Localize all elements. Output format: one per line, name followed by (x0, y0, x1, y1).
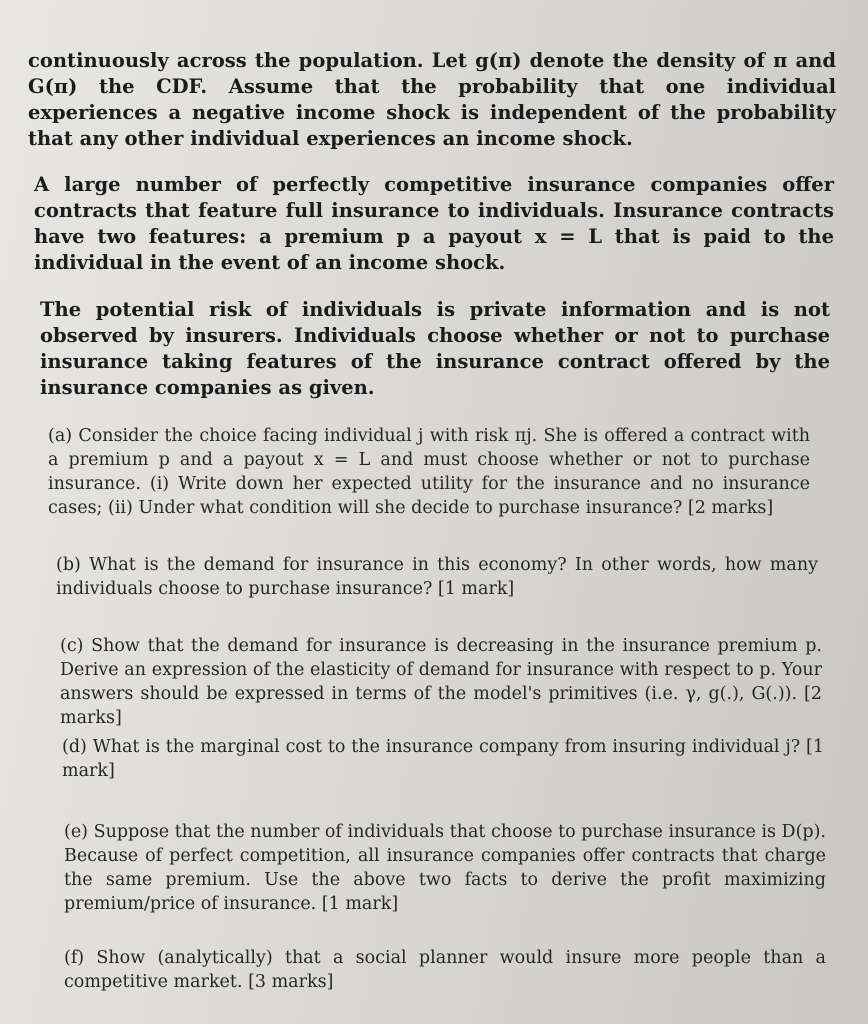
question-c: (c) Show that the demand for insurance is decreasing in the insurance premium p. Derive an expression of the elasticity of demand for insurance with respect to p. Your answers should be expressed in terms of the model's primitives (i.e. γ, g(.), G(.)). [2 marks] (60, 636, 822, 728)
private-information-paragraph: The potential risk of individuals is private information and is not observed by insurers. Individuals choose whether or not to purchase insurance taking features of the insurance contract offered by the insurance companies as given. (40, 298, 830, 399)
question-b: (b) What is the demand for insurance in this economy? In other words, how many individuals choose to purchase insurance? [1 mark] (56, 555, 818, 599)
question-d: (d) What is the marginal cost to the insurance company from insuring individual j? [1 mark] (62, 737, 824, 781)
question-e: (e) Suppose that the number of individuals that choose to purchase insurance is D(p). Because of perfect competition, all insurance companies offer contracts that charge the same premium. Use the above two facts to derive the profit maximizing premium/price of insurance. [1 mark] (64, 822, 826, 914)
question-a: (a) Consider the choice facing individual j with risk πj. She is offered a contract with a premium p and a payout x = L and must choose whether or not to purchase insurance. (i) Write down her expected utility for the insurance and no insurance cases; (ii) Under what condition will she decide to purchase insurance? [2 marks] (48, 426, 810, 518)
intro-paragraph: continuously across the population. Let g(π) denote the density of π and G(π) the CDF. Assume that the probability that one individual experiences a negative income shock is independent of the probability that any other individual experiences an income shock. (28, 49, 836, 150)
question-f: (f) Show (analytically) that a social planner would insure more people than a competitive market. [3 marks] (64, 948, 826, 992)
insurance-market-paragraph: A large number of perfectly competitive insurance companies offer contracts that feature full insurance to individuals. Insurance contracts have two features: a premium p a payout x = L that is paid to the individual in the event of an income shock. (34, 173, 834, 274)
